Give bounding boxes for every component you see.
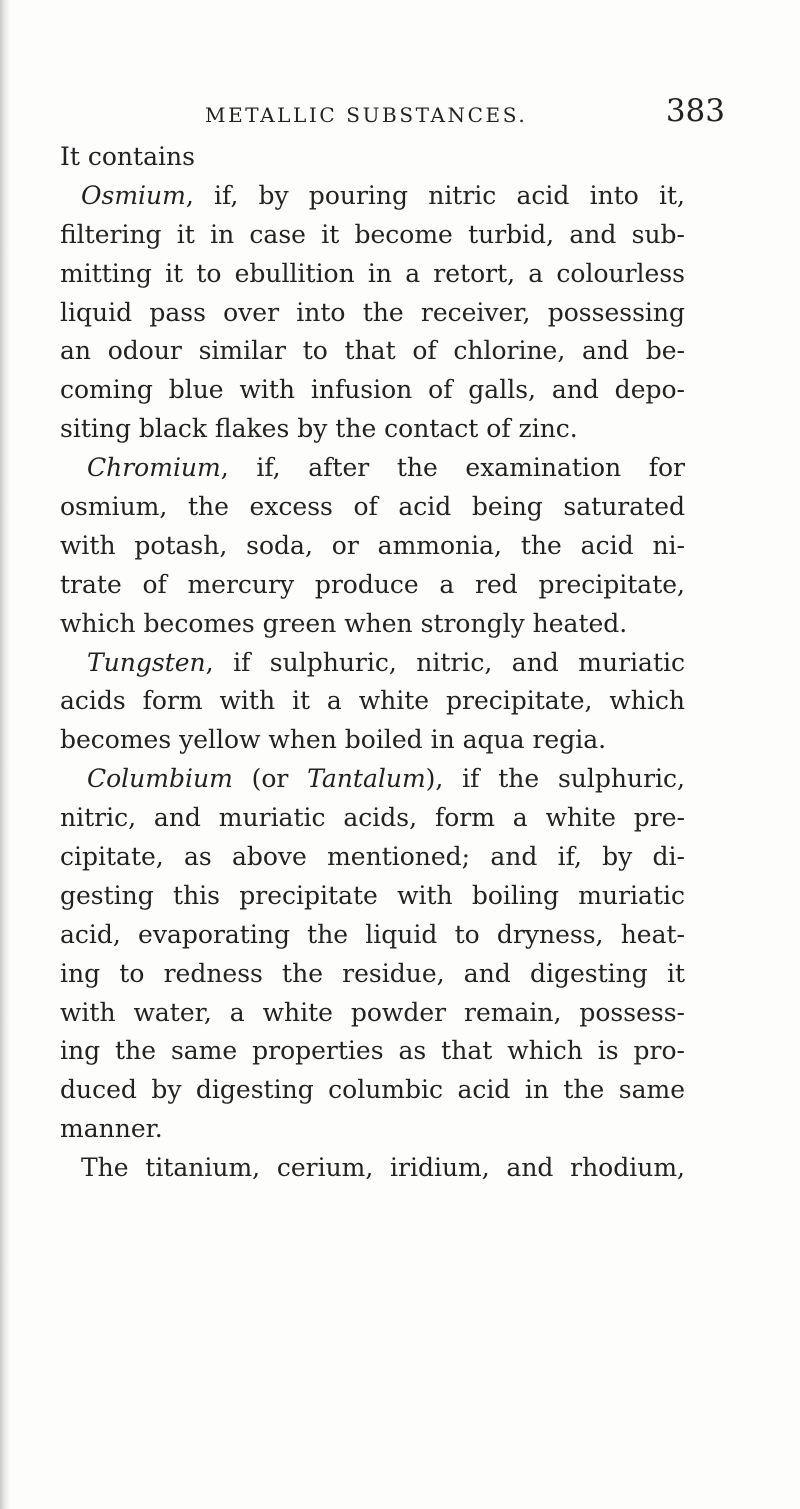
text-line: nitric, and muriatic acids, form a white pre- xyxy=(60,803,685,833)
page-number: 383 xyxy=(665,93,725,129)
body-text xyxy=(60,138,685,1188)
text-line: It contains xyxy=(60,142,195,171)
running-head: METALLIC SUBSTANCES. xyxy=(205,103,528,127)
page-header xyxy=(205,93,725,133)
text-line: Tungsten, if sulphuric, nitric, and muriatic xyxy=(87,647,685,677)
text-line: with potash, soda, or ammonia, the acid ni- xyxy=(60,530,685,560)
text-line: osmium, the excess of acid being saturated xyxy=(60,492,685,522)
text-line: Osmium, if, by pouring nitric acid into it, xyxy=(81,180,685,210)
text-line: acids form with it a white precipitate, which xyxy=(60,686,685,716)
text-line: becomes yellow when boiled in aqua regia. xyxy=(60,725,607,755)
text-line: liquid pass over into the receiver, possessing xyxy=(60,297,685,327)
text-line: coming blue with infusion of galls, and depo- xyxy=(60,375,685,405)
text-line: with water, a white powder remain, possess- xyxy=(60,997,685,1027)
text-line: ing the same properties as that which is pro- xyxy=(60,1036,685,1066)
text-line: The titanium, cerium, iridium, and rhodium, xyxy=(81,1153,685,1183)
text-line: acid, evaporating the liquid to dryness, heat- xyxy=(60,919,685,949)
element-term: Columbium xyxy=(87,764,233,794)
text-line: manner. xyxy=(60,1114,163,1144)
text-line: Chromium, if, after the examination for xyxy=(87,453,685,483)
text-line: ing to redness the residue, and digesting it xyxy=(60,958,685,988)
text-line: mitting it to ebullition in a retort, a colourless xyxy=(60,258,685,288)
element-term: Tantalum xyxy=(307,764,426,794)
page-gutter-shadow xyxy=(0,0,10,1509)
text-line: trate of mercury produce a red precipitate, xyxy=(60,569,685,599)
text-line: cipitate, as above mentioned; and if, by di- xyxy=(60,842,685,872)
element-term: Osmium xyxy=(81,180,186,210)
text-line: siting black flakes by the contact of zinc. xyxy=(60,414,578,444)
text-line: Columbium (or Tantalum), if the sulphuric, xyxy=(87,764,685,794)
text-line: an odour similar to that of chlorine, and be- xyxy=(60,336,685,366)
text-line: gesting this precipitate with boiling muriatic xyxy=(60,880,685,910)
element-term: Tungsten xyxy=(87,647,206,677)
text-line: filtering it in case it become turbid, and sub- xyxy=(60,219,685,249)
text-line: duced by digesting columbic acid in the same xyxy=(60,1075,685,1105)
element-term: Chromium xyxy=(87,453,221,483)
text-line: which becomes green when strongly heated. xyxy=(60,608,628,638)
